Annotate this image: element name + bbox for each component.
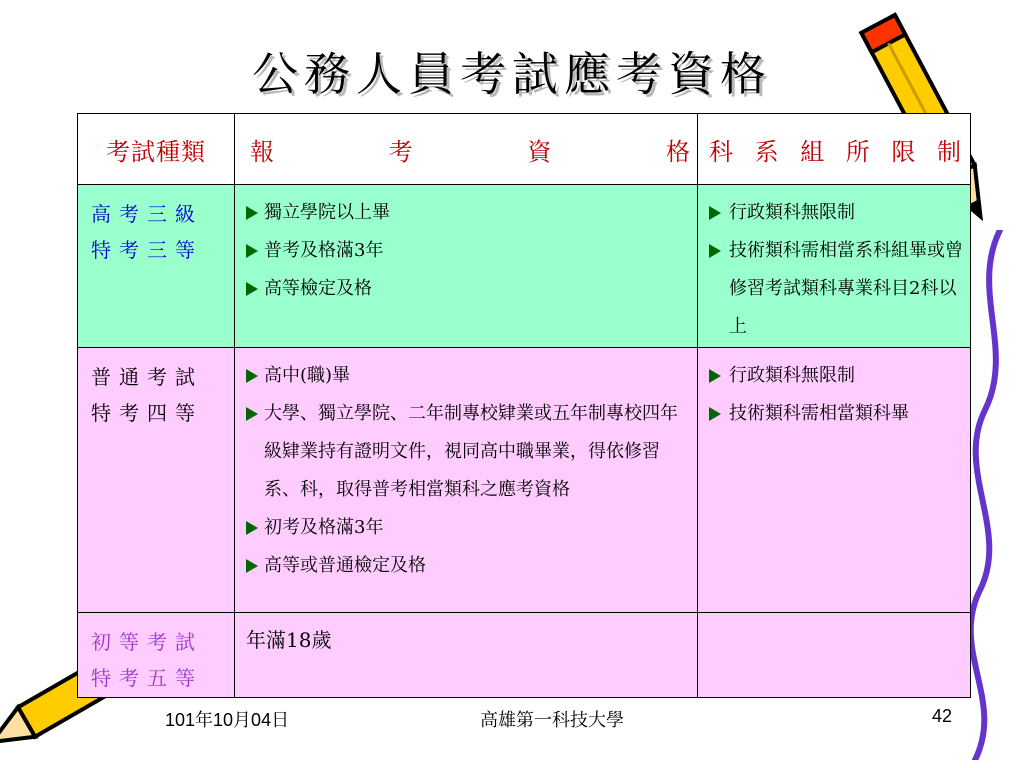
footer-page-number: 42: [932, 706, 953, 726]
exam-type-cell: 普通考試 特考四等: [78, 348, 235, 613]
table-row: [78, 348, 971, 613]
requirements-cell: 年滿18歲: [235, 613, 698, 698]
list-item: 高中(職)畢: [246, 357, 692, 395]
exam-type-cell: 初等考試 特考五等: [78, 613, 235, 698]
list-item: 初考及格滿3年: [246, 509, 692, 547]
list-item: 普考及格滿3年: [246, 232, 692, 270]
qualification-table: [77, 113, 971, 698]
limits-cell: [698, 613, 971, 698]
table-row: [78, 613, 971, 698]
requirements-cell: [235, 348, 698, 613]
exam-type-cell: 高考三級 特考三等: [78, 185, 235, 348]
list-item: 獨立學院以上畢: [246, 194, 692, 232]
footer-date: 101年10月04日: [165, 710, 290, 730]
table-header-row: [78, 114, 971, 185]
footer-organization: 高雄第一科技大學: [480, 710, 624, 730]
header-exam-type: 考試種類: [78, 114, 235, 185]
list-item: 技術類科需相當類科畢: [709, 395, 965, 433]
requirements-cell: [235, 185, 698, 348]
limits-cell: [698, 185, 971, 348]
list-item: 技術類科需相當系科組畢或曾修習考試類科專業科目2科以上: [709, 232, 965, 346]
header-requirements: 報 考 資 格: [235, 114, 698, 185]
list-item: 高等檢定及格: [246, 270, 692, 308]
list-item: 行政類科無限制: [709, 194, 965, 232]
slide-title: 公務人員考試應考資格: [252, 47, 772, 101]
limits-cell: [698, 348, 971, 613]
list-item: 大學、獨立學院、二年制專校肄業或五年制專校四年級肄業持有證明文件，視同高中職畢業，得依修習系、科，取得普考相當類科之應考資格: [246, 395, 692, 509]
header-department-limits: 科 系 組 所 限 制: [698, 114, 971, 185]
list-item: 高等或普通檢定及格: [246, 547, 692, 585]
table-row: [78, 185, 971, 348]
list-item: 行政類科無限制: [709, 357, 965, 395]
